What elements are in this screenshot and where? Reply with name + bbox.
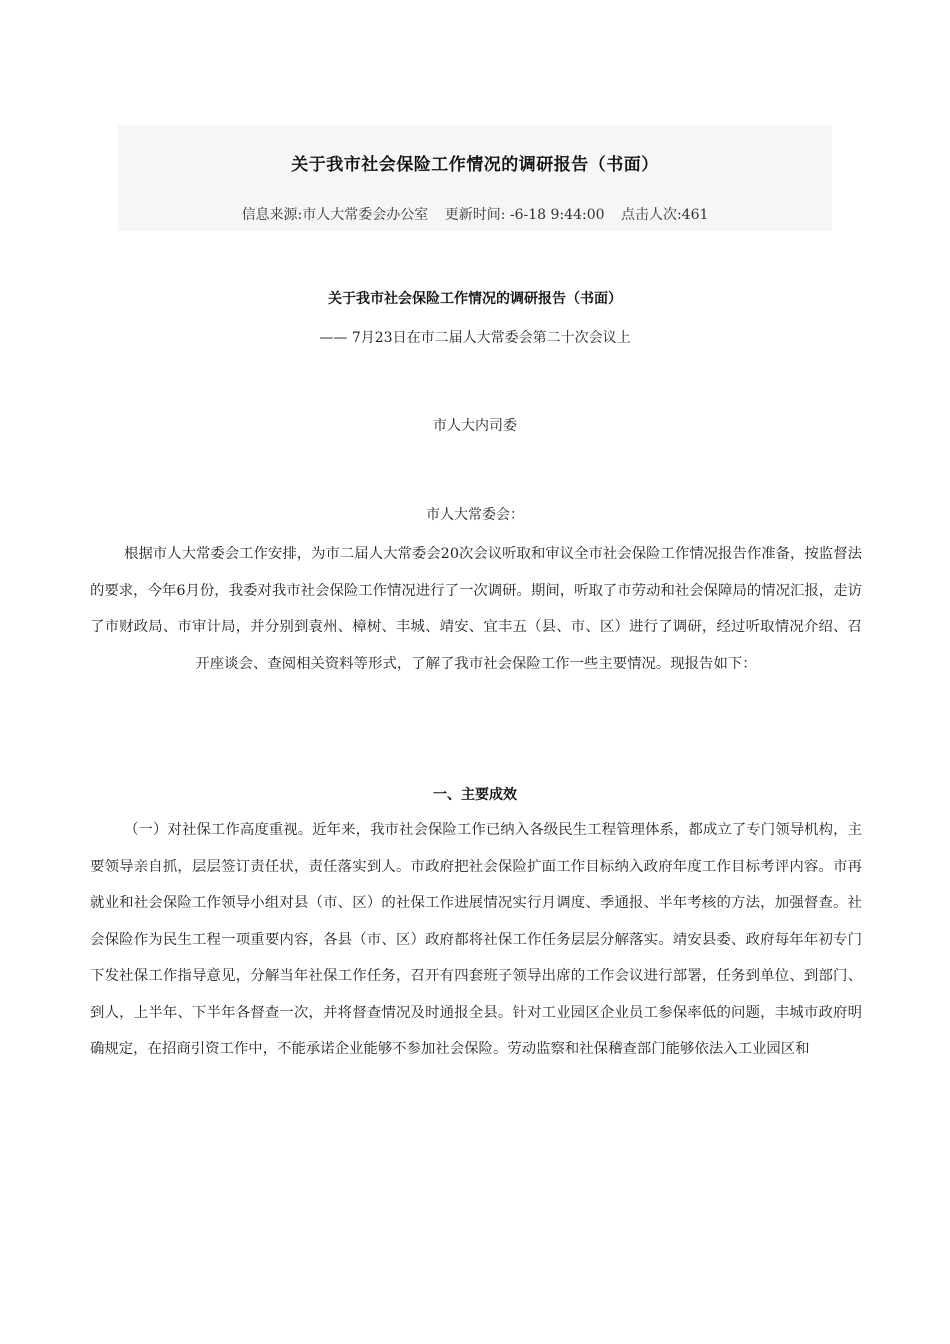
document-author: 市人大内司委 bbox=[433, 418, 517, 434]
section-paragraph-text: （一）对社保工作高度重视。近年来，我市社会保险工作已纳入各级民生工程管理体系，都成立了专门领导机构，主要领导亲自抓，层层签订责任状，责任落实到人。市政府把社会保险扩面工作目标纳入政府年度工作目标考评内容。市再就业和社会保险工作领导小组对县（市、区）的社保工作进展情况实行月调度、季通报、半年考核的方法，加强督查。社会保险作为民生工程一项重要内容，各县（市、区）政府都将社保工作任务层层分解落实。靖安县委、政府每年年初专门下发社保工作指导意见，分解当年社保工作任务，召开有四套班子领导出席的工作会议进行部署，任务到单位、到部门、到人，上半年、下半年各督查一次，并将督查情况及时通报全县。针对工业园区企业员工参保率低的问题，丰城市政府明确规定，在招商引资工作中，不能承诺企业能够不参加社会保险。劳动监察和社保稽查部门能够依法入工业园区和 bbox=[90, 822, 862, 1057]
intro-paragraph-text: 根据市人大常委会工作安排，为市二届人大常委会20次会议听取和审议全市社会保险工作情况报告作准备，按监督法的要求，今年6月份，我委对我市社会保险工作情况进行了一次调研。期间，听取了市劳动和社会保障局的情况汇报，走访了市财政局、市审计局，并分别到袁州、樟树、丰城、靖安、宜丰五（县、市、区）进行了调研，经过听取情况介绍、召开座谈会、查阅相关资料等形式，了解了我市社会保险工作一些主要情况。现报告如下： bbox=[90, 546, 862, 672]
header-title: 关于我市社会保险工作情况的调研报告（书面） bbox=[291, 155, 659, 175]
intro-paragraph bbox=[90, 536, 862, 682]
article-header bbox=[118, 125, 832, 231]
update-time: 更新时间: -6-18 9:44:00 bbox=[444, 207, 605, 223]
info-source: 信息来源:市人大常委会办公室 bbox=[241, 207, 429, 223]
section-paragraph bbox=[90, 812, 862, 1068]
section-heading: 一、主要成效 bbox=[433, 787, 517, 803]
article-meta bbox=[118, 204, 832, 224]
click-count: 点击人次:461 bbox=[620, 207, 709, 223]
salutation: 市人大常委会： bbox=[426, 507, 524, 523]
document-title: 关于我市社会保险工作情况的调研报告（书面） bbox=[328, 291, 622, 307]
document-subtitle: —— 7月23日在市二届人大常委会第二十次会议上 bbox=[319, 330, 631, 346]
